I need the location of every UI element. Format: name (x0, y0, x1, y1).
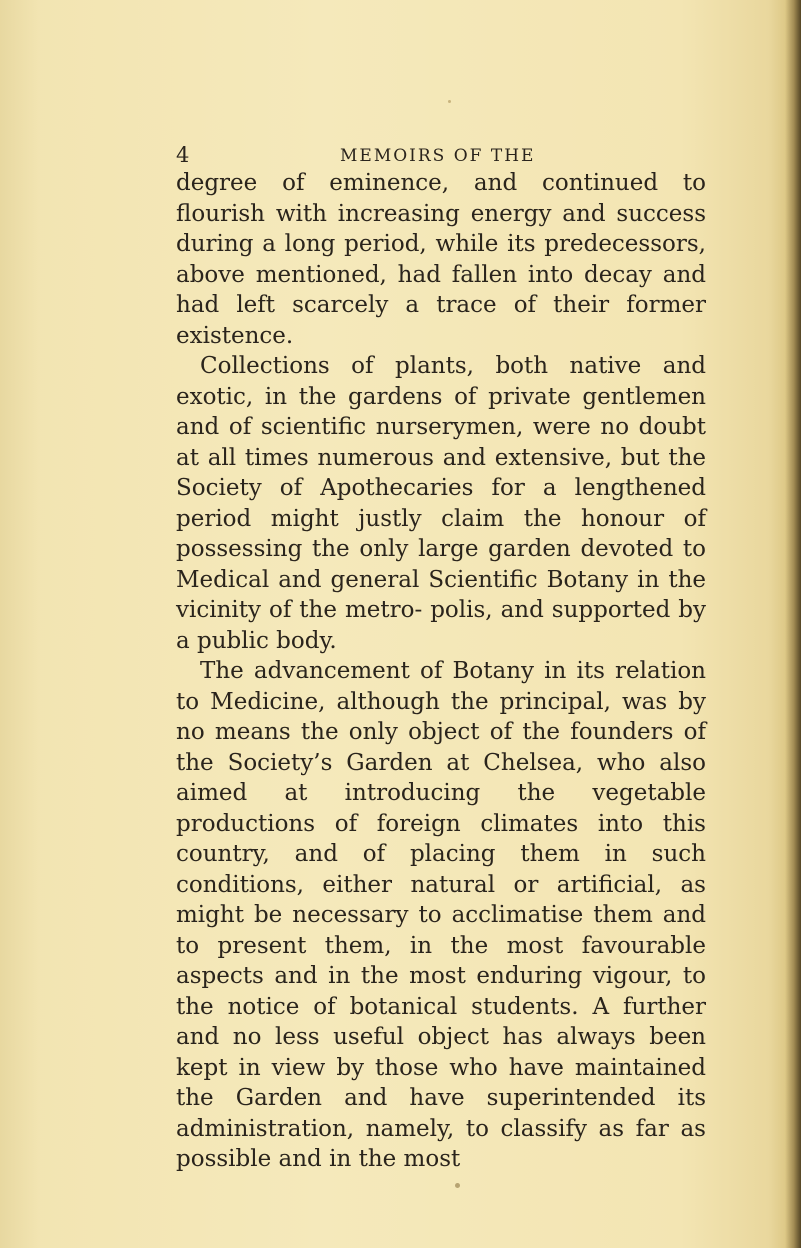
body-text (176, 168, 706, 1175)
paper-speck (455, 1183, 460, 1188)
paper-speck (448, 100, 451, 103)
paragraph-1: degree of eminence, and continued to flourish with increasing energy and success during a long period, while its predecessors, above mentioned, had fallen into decay and had left scarcely a trace of their former existence. (176, 170, 706, 349)
page-gutter-shading (0, 0, 40, 1248)
paragraph-3: The advancement of Botany in its relation to Medicine, although the principal, was by no means the only object of the founders of the Society’s Garden at Chelsea, who also aimed at introducing the vegetable productions of foreign climates into this country, and of placing them in such conditions, either natural or artificial, as might be necessary to acclimatise them and to present them, in the most favourable aspects and in the most enduring vigour, to the notice of botanical students. A further and no less useful object has always been kept in view by those who have maintained the Garden and have superintended its administration, namely, to classify as far as possible and in the most (176, 658, 706, 1172)
running-title: MEMOIRS OF THE (340, 146, 536, 166)
page-number: 4 (176, 143, 190, 167)
page-edge-shadow (785, 0, 801, 1248)
paragraph-2: Collections of plants, both native and exotic, in the gardens of private gentlemen and of scientific nurserymen, were no doubt at all times numerous and extensive, but the Society of Apothecaries for a lengthened period might justly claim the honour of possessing the only large garden devoted to Medical and general Scientific Botany in the vicinity of the metro- polis, and supported by a public body. (176, 353, 706, 654)
